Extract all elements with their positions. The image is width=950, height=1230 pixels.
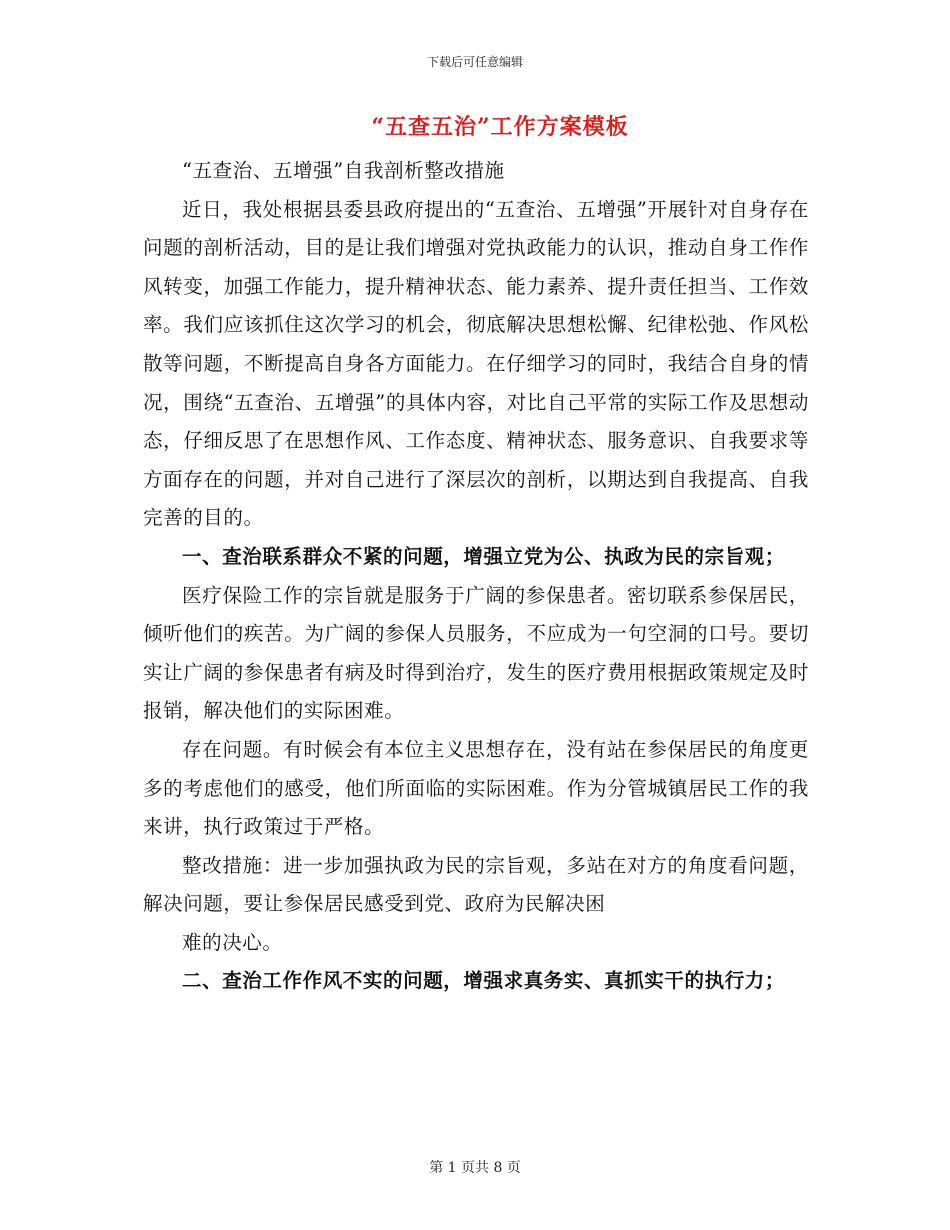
paragraph-problem: 存在问题。有时候会有本位主义思想存在，没有站在参保居民的角度更多的考虑他们的感受，他们所面临的实际困难。作为分管城镇居民工作的我来讲，执行政策过于严格。 <box>143 737 809 839</box>
paragraph-measures: 整改措施：进一步加强执政为民的宗旨观，多站在对方的角度看问题，解决问题，要让参保居民感受到党、政府为民解决困 <box>143 853 809 916</box>
paragraph-measures-continued: 难的决心。 <box>182 930 283 954</box>
document-body <box>143 152 809 1001</box>
paragraph-purpose: 医疗保险工作的宗旨就是服务于广阔的参保患者。密切联系参保居民，倾听他们的疾苦。为广阔的参保人员服务，不应成为一句空洞的口号。要切实让广阔的参保患者有病及时得到治疗，发生的医疗费用根据政策规定及时报销，解决他们的实际困难。 <box>143 583 809 723</box>
paragraph-intro: 近日，我处根据县委县政府提出的“五查治、五增强”开展针对自身存在问题的剖析活动，目的是让我们增强对党执政能力的认识，推动自身工作作风转变，加强工作能力，提升精神状态、能力素养、提升责任担当、工作效率。我们应该抓住这次学习的机会，彻底解决思想松懈、纪律松弛、作风松散等问题，不断提高自身各方面能力。在仔细学习的同时，我结合自身的情况，围绕“五查治、五增强”的具体内容，对比自己平常的实际工作及思想动态，仔细反思了在思想作风、工作态度、精神状态、服务意识、自我要求等方面存在的问题，并对自己进行了深层次的剖析，以期达到自我提高、自我完善的目的。 <box>143 197 809 530</box>
section-heading-1: 一、查治联系群众不紧的问题，增强立党为公、执政为民的宗旨观； <box>182 544 786 568</box>
document-title: “五查五治”工作方案模板 <box>371 114 629 140</box>
page-header-note: 下载后可任意编辑 <box>426 55 523 69</box>
section-heading-2: 二、查治工作作风不实的问题，增强求真务实、真抓实干的执行力； <box>182 969 786 993</box>
page-number: 第 1 页共 8 页 <box>429 1160 521 1176</box>
paragraph-subtitle: “五查治、五增强”自我剖析整改措施 <box>182 159 505 182</box>
